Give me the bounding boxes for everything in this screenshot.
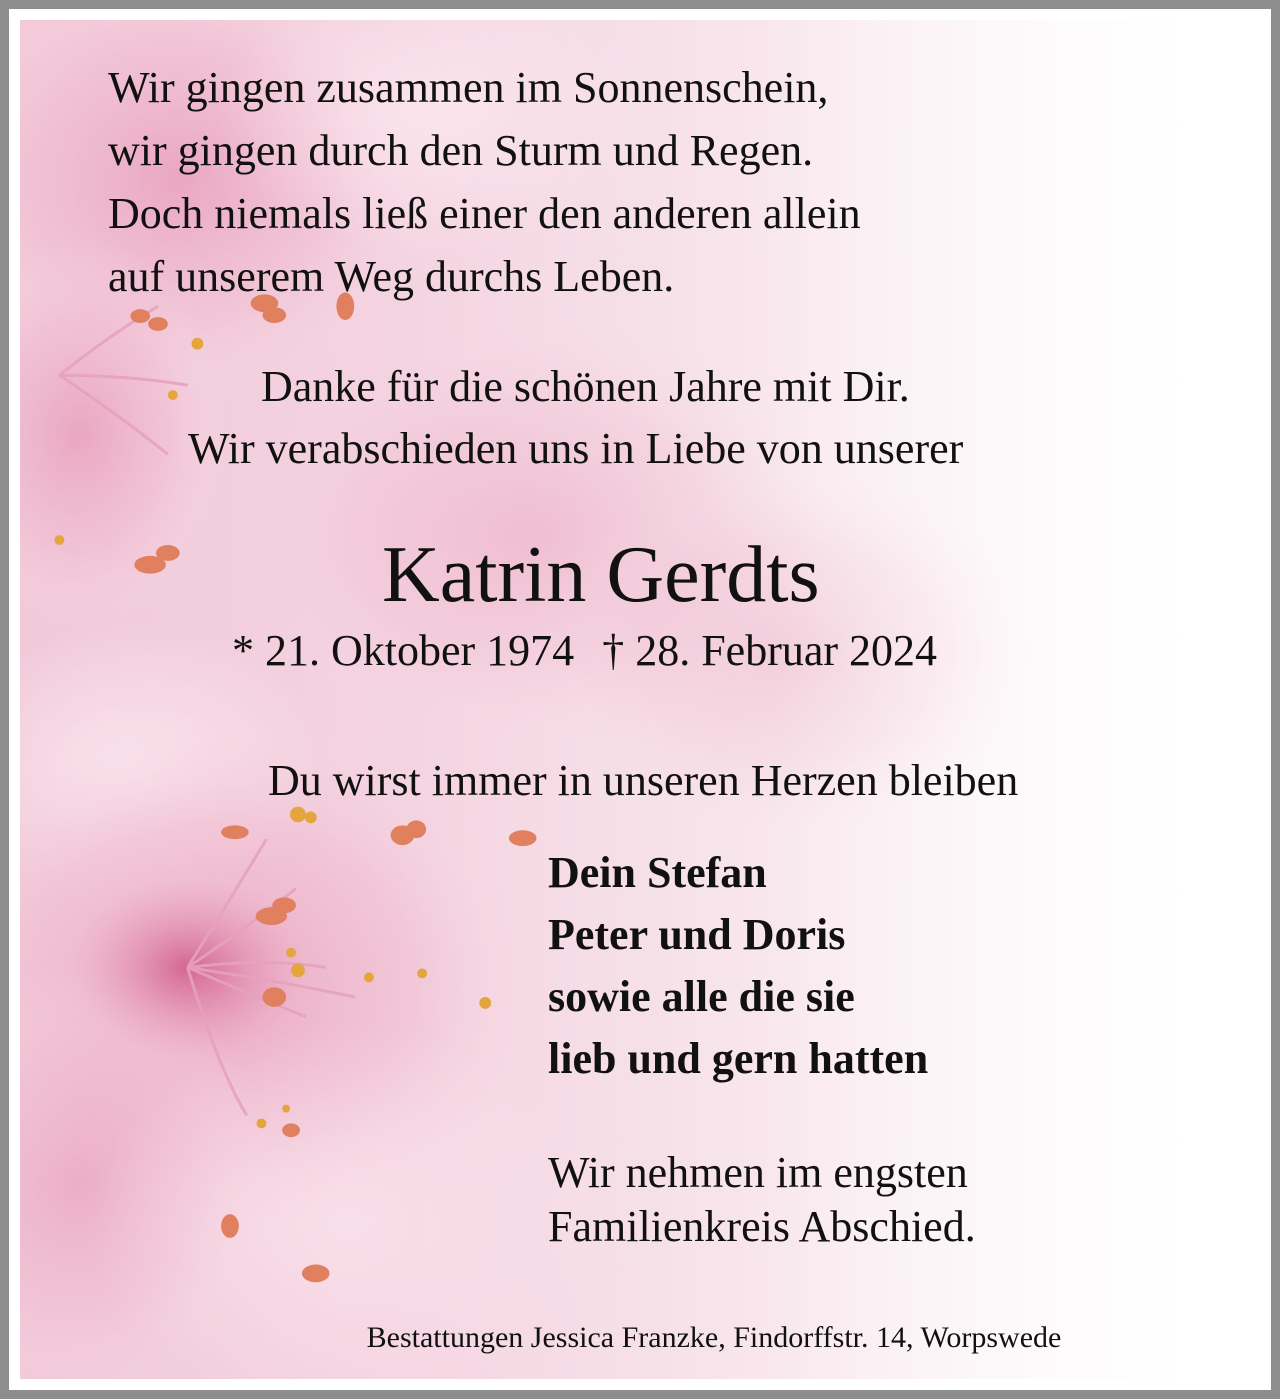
life-dates [232,620,937,682]
thanks-line: Wir verabschieden uns in Liebe von unserer [188,424,964,473]
mourner-line: lieb und gern hatten [548,1034,929,1083]
poem [108,56,861,308]
funeral-home-footer: Bestattungen Jessica Franzke, Findorffstr. 14, Worpswede [366,1321,1062,1354]
farewell-note [548,1146,976,1254]
poem-line: auf unserem Weg durchs Leben. [108,252,675,301]
mourner-line: sowie alle die sie [548,972,855,1021]
poem-line: Wir gingen zusammen im Sonnenschein, [108,63,829,112]
thanks-text [20,356,1260,480]
birth-date: * 21. Oktober 1974 [232,626,575,675]
mourner-line: Dein Stefan [548,848,767,897]
mourners-list [548,842,928,1090]
deceased-name: Katrin Gerdts [382,531,820,619]
remembrance-line: Du wirst immer in unseren Herzen bleiben [268,756,1019,805]
poem-line: wir gingen durch den Sturm und Regen. [108,126,814,175]
poem-line: Doch niemals ließ einer den anderen allein [108,189,861,238]
mourner-line: Peter und Doris [548,910,846,959]
farewell-line: Familienkreis Abschied. [548,1202,976,1251]
thanks-line: Danke für die schönen Jahre mit Dir. [261,362,910,411]
notice-background [20,20,1260,1379]
farewell-line: Wir nehmen im engsten [548,1148,968,1197]
death-date: † 28. Februar 2024 [602,626,938,675]
